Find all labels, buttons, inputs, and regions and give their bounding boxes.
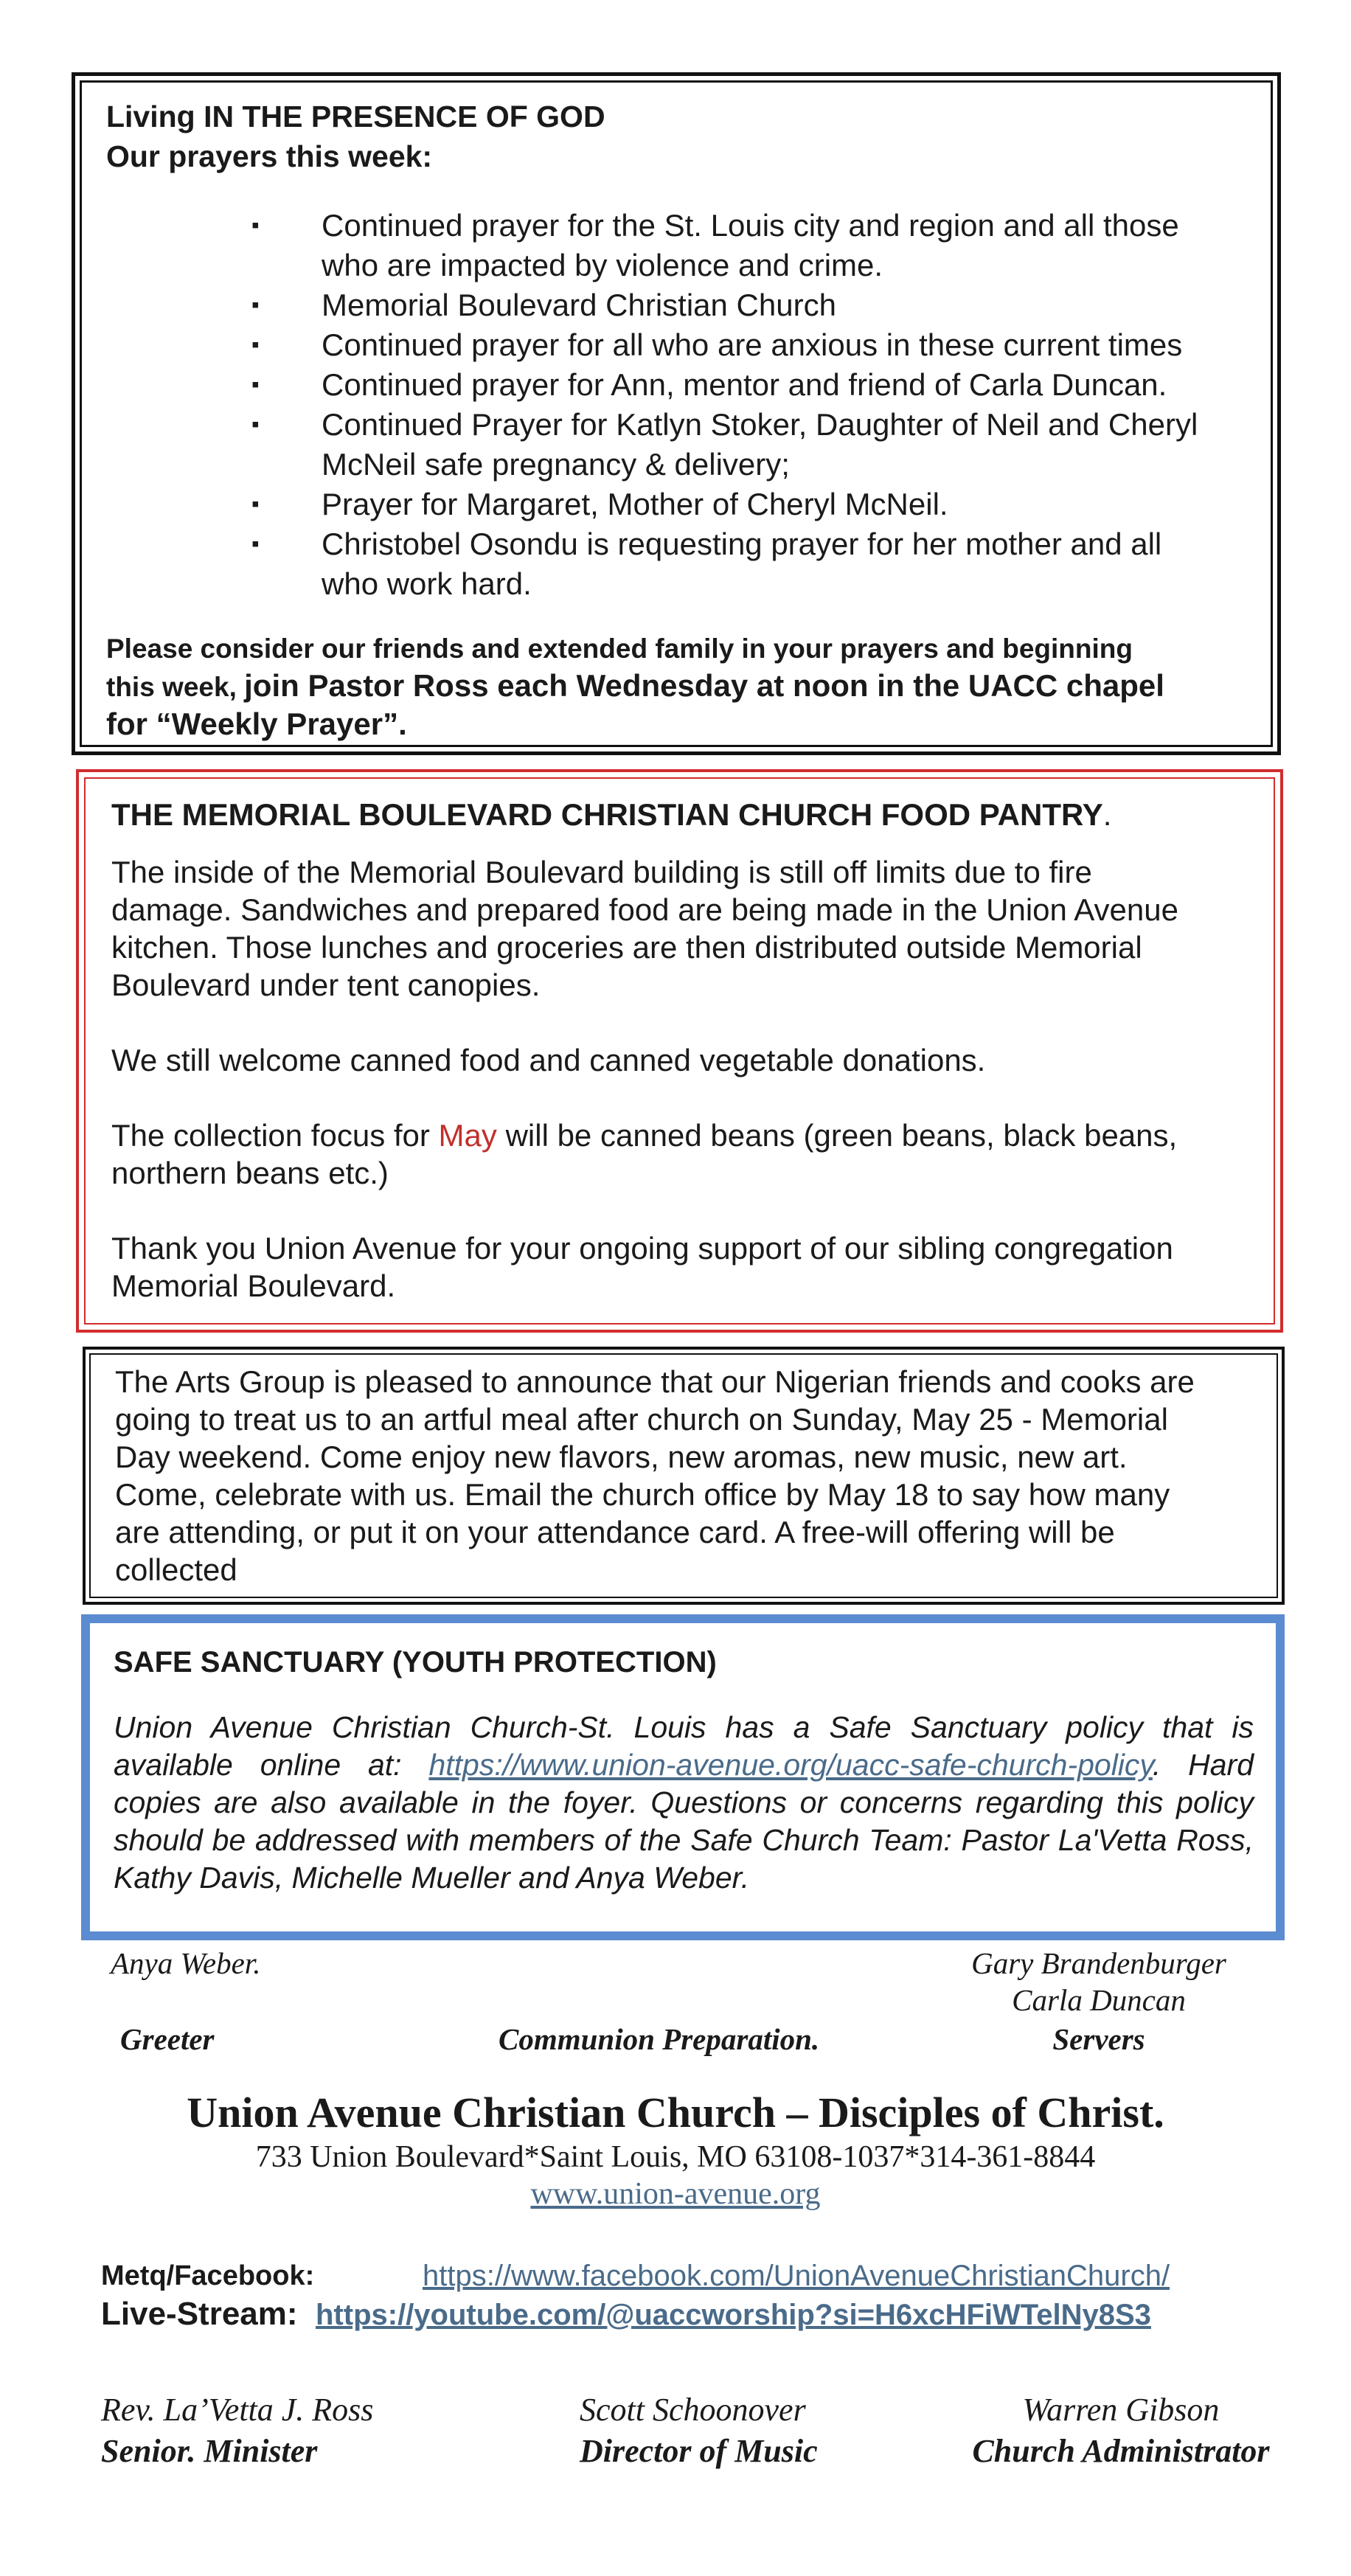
prayer-title: Living IN THE PRESENCE OF GOD (106, 100, 605, 133)
bullet-icon: ▪ (251, 213, 260, 237)
pantry-paragraph: We still welcome canned food and canned vegetable donations. (111, 1043, 986, 1077)
month-highlight: May (438, 1118, 497, 1153)
bullet-icon: ▪ (251, 412, 260, 437)
safe-title: SAFE SANCTUARY (YOUTH PROTECTION) (114, 1646, 717, 1678)
pantry-paragraph: Thank you Union Avenue for your ongoing support of our sibling congregation Memorial Boulevard. (111, 1231, 1173, 1303)
prayer-box (72, 72, 1281, 755)
prayer-subtitle: Our prayers this week: (106, 139, 433, 173)
prayer-item: ▪ Continued Prayer for Katlyn Stoker, Daughter of Neil and Cheryl McNeil safe pregnancy & delivery; (251, 405, 1248, 485)
prayer-list (106, 206, 1248, 604)
facebook-label: Metq/Facebook: (101, 2260, 315, 2291)
pantry-paragraph: The collection focus for May will be canned beans (green beans, black beans, northern beans etc.) (111, 1118, 1178, 1190)
prayer-item: ▪ Continued prayer for all who are anxious in these current times (251, 325, 1248, 365)
arts-paragraph: The Arts Group is pleased to announce that our Nigerian friends and cooks are going to treat us to an artful meal after church on Sunday, May 25 - Memorial Day weekend. Come enjoy new flavors, new aromas, new music, new art. Come, celebrate with us. Email the church office by May 18 to say how many are attending, or put it on your attendance card. A free-will offering will be collected (115, 1364, 1195, 1587)
prayer-footer: Please consider our friends and extended family in your prayers and beginning this week, join Pastor Ross each Wednesday at noon in the UACC chapel for “Weekly Prayer”. (106, 633, 1164, 741)
food-pantry-box (76, 769, 1283, 1333)
staff-name: Rev. La’Vetta J. Ross (101, 2392, 374, 2428)
servers-name-2: Carla Duncan (1012, 1983, 1186, 2017)
pantry-paragraph: The inside of the Memorial Boulevard building is still off limits due to fire damage. Sandwiches and prepared food are being made in the Union Avenue kitchen. Those lunches and groceries are then distributed outside Memorial Boulevard under tent canopies. (111, 855, 1178, 1002)
greeter-role: Greeter (120, 2022, 215, 2056)
prayer-item: ▪ Prayer for Margaret, Mother of Cheryl McNeil. (251, 485, 1248, 524)
bullet-icon: ▪ (251, 333, 260, 357)
prayer-item: ▪ Memorial Boulevard Christian Church (251, 285, 1248, 325)
church-website-link[interactable]: www.union-avenue.org (530, 2177, 821, 2211)
pantry-title: THE MEMORIAL BOULEVARD CHRISTIAN CHURCH FOOD PANTRY. (111, 797, 1112, 832)
staff-title: Director of Music (580, 2433, 818, 2469)
staff-title: Church Administrator (972, 2433, 1270, 2469)
bullet-icon: ▪ (251, 293, 260, 317)
safe-paragraph: Union Avenue Christian Church-St. Louis has a Safe Sanctuary policy that is available online at: https://www.union-avenue.org/uacc-safe-church-policy. Hard copies are also available in the foyer. Questions or concerns regarding this policy should be addressed with members of the Safe Church Team: Pastor La'Vetta Ross, Kathy Davis, Michelle Mueller and Anya Weber. (114, 1710, 1254, 1895)
safe-sanctuary-box (81, 1614, 1285, 1940)
prayer-item: ▪ Continued prayer for Ann, mentor and friend of Carla Duncan. (251, 365, 1248, 405)
bullet-icon: ▪ (251, 492, 260, 516)
communion-role: Communion Preparation. (499, 2022, 820, 2056)
staff-title: Senior. Minister (101, 2433, 318, 2469)
greeter-name: Anya Weber. (111, 1946, 261, 1980)
church-address: 733 Union Boulevard*Saint Louis, MO 63108-1037*314-361-8844 (255, 2140, 1096, 2174)
safe-policy-link[interactable]: https://www.union-avenue.org/uacc-safe-church-policy (428, 1748, 1153, 1782)
servers-name-1: Gary Brandenburger (971, 1946, 1226, 1980)
arts-group-box (83, 1347, 1285, 1605)
staff-name: Scott Schoonover (580, 2392, 806, 2428)
bullet-icon: ▪ (251, 532, 260, 556)
prayer-item: ▪ Continued prayer for the St. Louis city and region and all those who are impacted by violence and crime. (251, 206, 1248, 285)
prayer-item: ▪ Christobel Osondu is requesting prayer for her mother and all who work hard. (251, 524, 1248, 604)
livestream-link[interactable]: https://youtube.com/@uaccworship?si=H6xcHFiWTelNy8S3 (316, 2299, 1151, 2331)
church-name: Union Avenue Christian Church – Disciples of Christ. (187, 2089, 1164, 2136)
bullet-icon: ▪ (251, 372, 260, 397)
staff-name: Warren Gibson (1022, 2392, 1220, 2428)
livestream-label: Live-Stream: (101, 2296, 298, 2332)
servers-role: Servers (1052, 2022, 1145, 2056)
facebook-link[interactable]: https://www.facebook.com/UnionAvenueChristianChurch/ (423, 2260, 1170, 2292)
